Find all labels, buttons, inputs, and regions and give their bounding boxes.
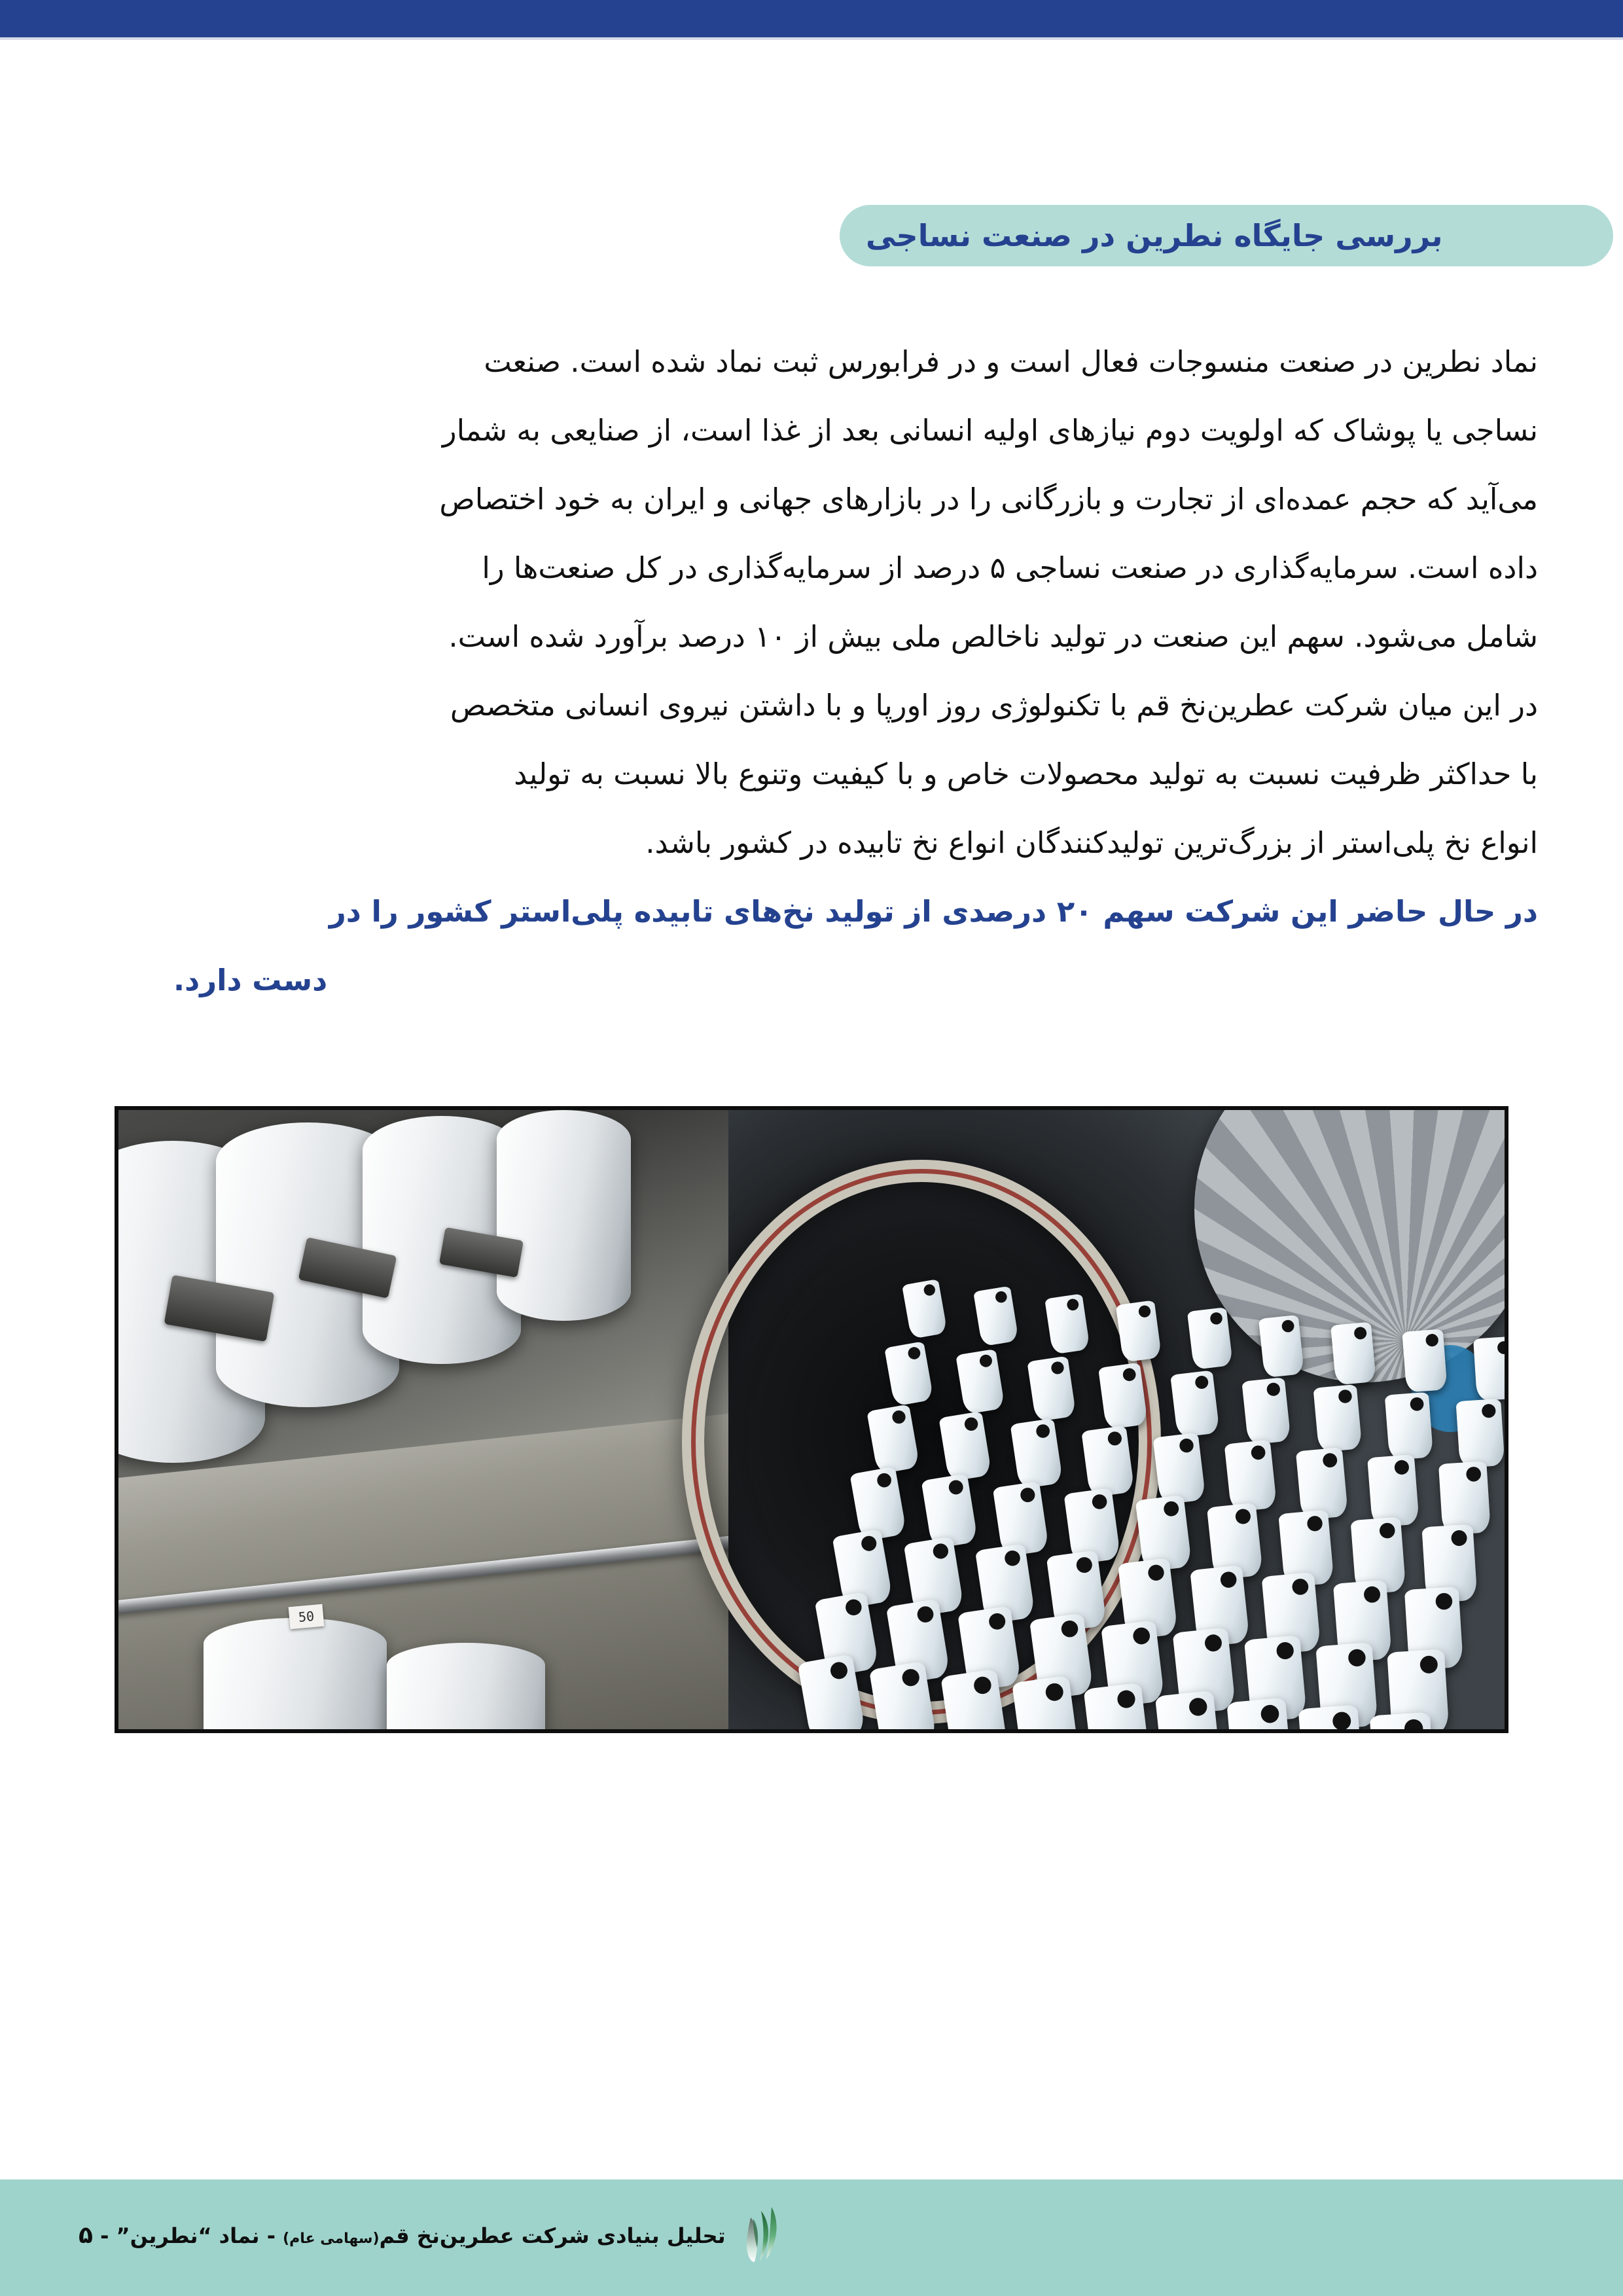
yarn-cone-spool <box>1083 1683 1150 1729</box>
footer-title-legal-form: (سهامی عام) <box>283 2231 380 2247</box>
photo-left-yarn-beams <box>118 1110 728 1729</box>
body-line <box>173 602 1538 671</box>
yarn-cone-spool <box>1155 1690 1222 1729</box>
top-color-band <box>0 0 1623 37</box>
yarn-cone-spool <box>1370 1712 1435 1729</box>
body-line <box>173 465 1538 533</box>
footer-separator: - <box>100 2223 109 2248</box>
footer-band <box>0 2179 1623 2296</box>
yarn-cone-spool <box>867 1404 920 1474</box>
body-line-text: نساجی یا پوشاک که اولویت دوم نیازهای اولیه انسانی بعد از غذا است، از صنایعی به شمار <box>442 413 1538 448</box>
yarn-cone-spool <box>1012 1676 1080 1729</box>
body-line <box>173 396 1538 465</box>
yarn-cone-spool <box>1473 1336 1505 1401</box>
yarn-cone-spool <box>1081 1426 1135 1498</box>
yarn-cone-spool <box>1027 1356 1077 1422</box>
yarn-beam <box>387 1643 545 1729</box>
body-line-text: در این میان شرکت عطرین‌نخ قم با تکنولوژی روز اورپا و با داشتن نیروی انسانی متخصص <box>450 688 1538 723</box>
highlight-line <box>173 877 1538 946</box>
yarn-cone-spool <box>1227 1698 1293 1729</box>
yarn-cone-spool <box>1241 1377 1291 1445</box>
body-line-text: با حداکثر ظرفیت نسبت به تولید محصولات خاص و با کیفیت وتنوع بالا نسبت به تولید <box>514 757 1538 791</box>
body-line <box>173 808 1538 877</box>
machine-number-tag: 50 <box>289 1604 325 1629</box>
yarn-cone-spool <box>1456 1399 1505 1468</box>
body-text-block <box>173 327 1538 1014</box>
yarn-beam <box>497 1110 631 1321</box>
yarn-cone-spool <box>1258 1315 1304 1378</box>
yarn-cone-spool <box>1187 1307 1233 1370</box>
yarn-cone-spool <box>1296 1447 1348 1520</box>
body-line-text: نماد نطرین در صنعت منسوجات فعال است و در فرابورس ثبت نماد شده است. صنعت <box>484 344 1538 379</box>
body-line <box>173 327 1538 396</box>
factory-photo-content <box>118 1110 1505 1729</box>
yarn-cone-spool <box>884 1341 934 1407</box>
spool-field <box>728 1110 1505 1729</box>
body-line <box>173 671 1538 740</box>
highlight-line-text: در حال حاضر این شرکت سهم ۲۰ درصدی از تولید نخ‌های تابیده پلی‌استر کشور را در <box>329 894 1538 929</box>
company-leaf-logo-icon <box>738 2204 786 2267</box>
footer-title <box>79 2224 726 2248</box>
footer-separator: - <box>266 2223 276 2248</box>
photo-right-spool-drum <box>728 1110 1505 1729</box>
highlight-line <box>173 946 1538 1014</box>
footer-symbol-label: نماد “نطرین” <box>116 2223 260 2248</box>
body-line-text: داده است. سرمایه‌گذاری در صنعت نساجی ۵ درصد از سرمایه‌گذاری در کل صنعت‌ها را <box>482 550 1538 585</box>
yarn-cone-spool <box>1298 1705 1364 1729</box>
yarn-cone-spool <box>956 1348 1005 1414</box>
yarn-cone-spool <box>1044 1293 1090 1354</box>
body-line-text: انواع نخ پلی‌استر از بزرگ‌ترین تولیدکنندگان انواع نخ تابیده در کشور باشد. <box>645 825 1538 860</box>
yarn-cone-spool <box>1152 1433 1205 1505</box>
page-number: ۵ <box>79 2222 93 2249</box>
yarn-cone-spool <box>1224 1440 1277 1513</box>
yarn-cone-spool <box>1385 1391 1434 1460</box>
body-line <box>173 533 1538 602</box>
yarn-cone-spool <box>1313 1384 1362 1452</box>
yarn-cone-spool <box>1170 1370 1220 1437</box>
top-band-shadow <box>0 37 1623 40</box>
yarn-cone-spool <box>938 1411 991 1482</box>
section-heading-pill <box>840 205 1613 266</box>
footer-content <box>79 2204 786 2267</box>
yarn-cone-spool <box>973 1286 1019 1347</box>
yarn-cone-spool <box>1116 1300 1162 1362</box>
yarn-cone-spool <box>1367 1454 1419 1528</box>
highlight-line-text: دست دارد. <box>173 963 328 997</box>
yarn-cone-spool <box>902 1279 948 1339</box>
yarn-cone-spool <box>1402 1329 1447 1393</box>
body-line-text: شامل می‌شود. سهم این صنعت در تولید ناخالص ملی بیش از ۱۰ درصد برآورد شده است. <box>448 619 1538 654</box>
body-line <box>173 740 1538 808</box>
yarn-cone-spool <box>1010 1418 1063 1489</box>
yarn-cone-spool <box>1098 1363 1148 1430</box>
section-heading-text: بررسی جایگاه نطرین در صنعت نساجی <box>866 218 1443 253</box>
yarn-cone-spool <box>1330 1322 1376 1386</box>
yarn-beam <box>204 1618 387 1729</box>
footer-title-main: تحلیل بنیادی شرکت عطرین‌نخ قم <box>379 2223 726 2248</box>
body-line-text: می‌آید که حجم عمده‌ای از تجارت و بازرگانی را در بازارهای جهانی و ایران به خود اختصاص <box>439 482 1538 516</box>
factory-photo <box>115 1106 1508 1733</box>
